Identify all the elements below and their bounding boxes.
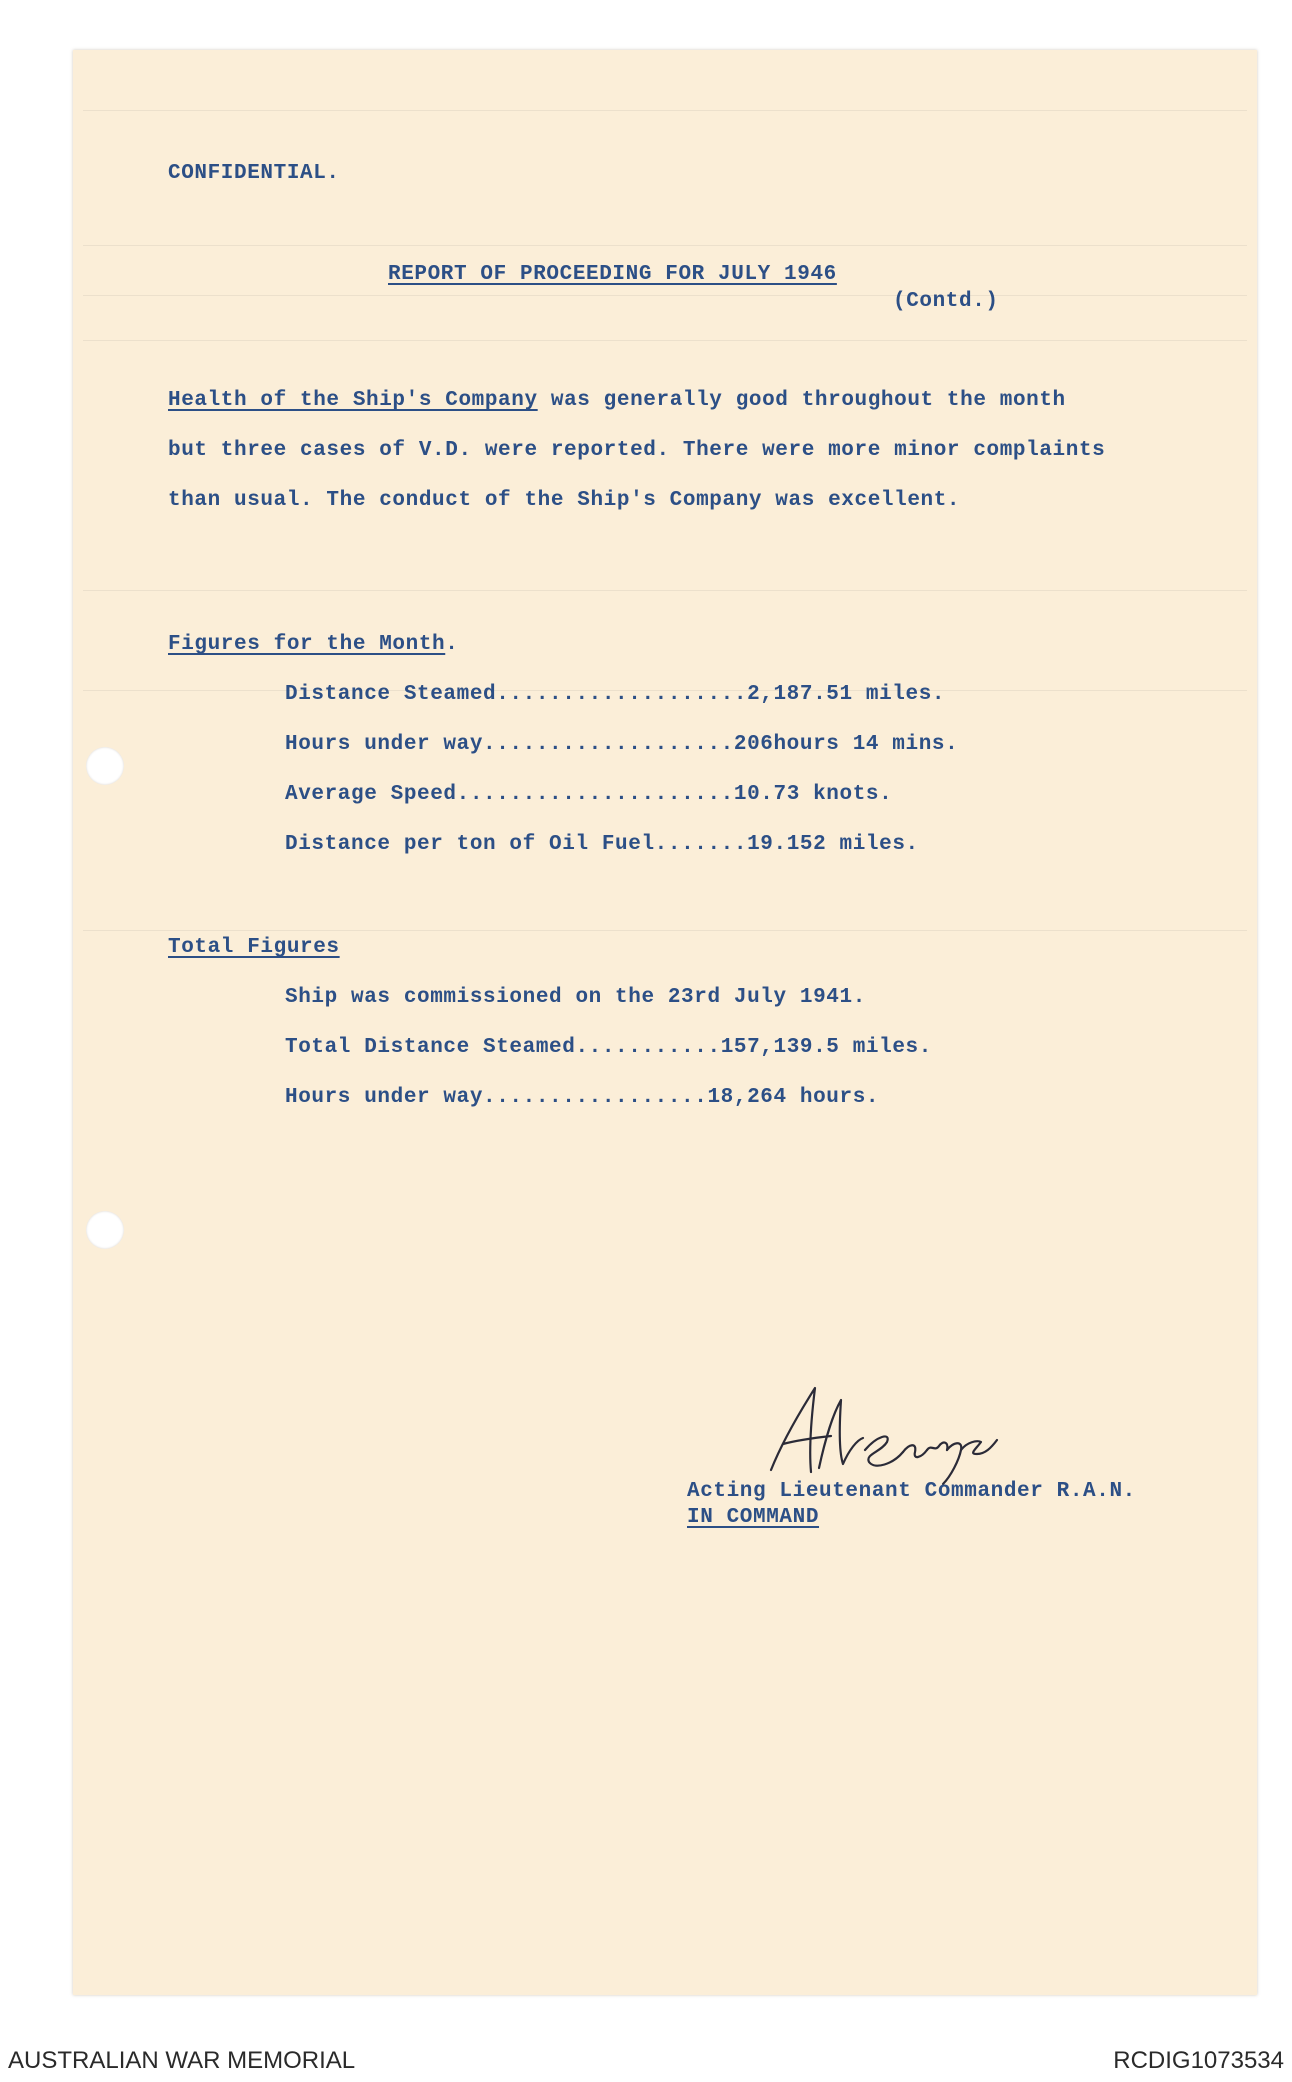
commissioned-line: Ship was commissioned on the 23rd July 1941. xyxy=(285,986,866,1009)
faint-rule xyxy=(83,930,1247,931)
figure-label: Hours under way xyxy=(285,733,484,756)
figure-label: Distance per ton of Oil Fuel xyxy=(285,833,655,856)
total-figure-dots: ................. xyxy=(483,1086,708,1109)
handwritten-signature xyxy=(753,1380,1003,1490)
monthly-figures-heading-line xyxy=(168,633,458,656)
footer-archive-name: AUSTRALIAN WAR MEMORIAL xyxy=(8,2047,356,2074)
monthly-figures-heading: Figures for the Month xyxy=(168,633,446,656)
figure-row xyxy=(285,683,945,706)
faint-rule xyxy=(83,110,1247,111)
figure-value: 10.73 knots. xyxy=(733,783,893,806)
figure-row xyxy=(285,833,919,856)
monthly-figures-heading-suffix: . xyxy=(445,633,459,656)
figure-row xyxy=(285,733,958,756)
total-figure-row xyxy=(285,1036,932,1059)
total-figure-dots: ........... xyxy=(575,1036,721,1059)
figure-label: Average Speed xyxy=(285,783,457,806)
figure-row xyxy=(285,783,892,806)
figure-dots: ................... xyxy=(496,683,748,706)
faint-rule xyxy=(83,590,1247,591)
punch-hole-lower xyxy=(86,1211,124,1249)
total-figures-heading: Total Figures xyxy=(168,936,340,959)
total-figure-label: Hours under way xyxy=(285,1086,484,1109)
footer-item-id: RCDIG1073534 xyxy=(1113,2047,1284,2074)
health-paragraph xyxy=(168,376,1108,526)
health-text: was generally good throughout the month but three cases of V.D. were reported. There were more minor complaints than usual. The conduct of the Ship's Company was excellent. xyxy=(168,389,1106,512)
figure-dots: ................... xyxy=(483,733,734,756)
punch-hole-upper xyxy=(86,747,124,785)
report-title: REPORT OF PROCEEDING FOR JULY 1946 xyxy=(388,263,837,286)
health-heading: Health of the Ship's Company xyxy=(168,389,538,412)
total-figure-label: Total Distance Steamed xyxy=(285,1036,576,1059)
signatory-rank: Acting Lieutenant Commander R.A.N. xyxy=(687,1480,1136,1503)
figure-dots: ....... xyxy=(654,833,748,856)
figure-value: 206hours 14 mins. xyxy=(733,733,959,756)
figure-value: 2,187.51 miles. xyxy=(747,683,946,706)
faint-rule xyxy=(83,340,1247,341)
total-figure-row xyxy=(285,1086,879,1109)
signatory-command: IN COMMAND xyxy=(687,1506,820,1529)
signature-text xyxy=(73,50,74,51)
total-figure-value: 157,139.5 miles. xyxy=(720,1036,932,1059)
figure-dots: ..................... xyxy=(456,783,734,806)
document-sheet xyxy=(73,50,1257,1995)
classification-label: CONFIDENTIAL. xyxy=(168,162,340,185)
faint-rule xyxy=(83,295,1247,296)
total-figure-value: 18,264 hours. xyxy=(707,1086,880,1109)
report-title-suffix: (Contd.) xyxy=(893,290,999,313)
figure-label: Distance Steamed xyxy=(285,683,497,706)
figure-value: 19.152 miles. xyxy=(747,833,919,856)
faint-rule xyxy=(83,245,1247,246)
